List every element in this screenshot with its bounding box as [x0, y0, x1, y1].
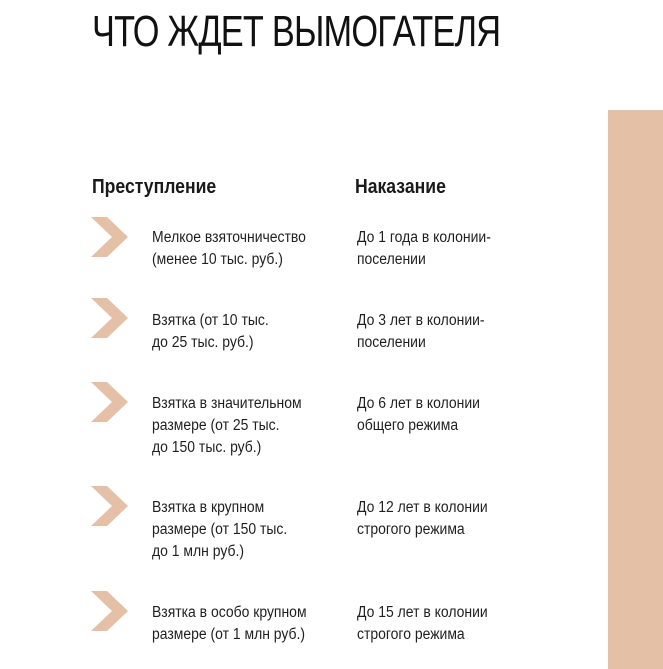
punishment-cell [357, 227, 491, 271]
crime-cell [152, 227, 306, 271]
punishment-line: поселении [357, 251, 426, 268]
crime-line: (менее 10 тыс. руб.) [152, 251, 283, 268]
punishment-line: До 12 лет в колонии [357, 499, 488, 516]
crime-cell [152, 393, 302, 459]
crime-line: Взятка в значительном [152, 395, 302, 412]
punishment-line: общего режима [357, 417, 459, 434]
punishment-cell [357, 497, 488, 541]
crime-cell [152, 602, 307, 646]
chevron-right-icon [91, 486, 128, 526]
crime-line: размере (от 1 млн руб.) [152, 626, 306, 643]
page-title: ЧТО ЖДЕТ ВЫМОГАТЕЛЯ [92, 7, 501, 56]
punishment-line: До 6 лет в колонии [357, 395, 480, 412]
column-header-crime: Преступление [92, 176, 217, 198]
punishment-cell [357, 310, 485, 354]
chevron-right-icon [91, 217, 128, 257]
crime-cell [152, 497, 287, 563]
column-header-punishment: Наказание [355, 176, 446, 198]
punishment-cell [357, 602, 488, 646]
crime-line: Мелкое взяточничество [152, 229, 306, 246]
chevron-right-icon [91, 298, 128, 338]
punishment-line: поселении [357, 334, 426, 351]
crime-line: размере (от 25 тыс. [152, 417, 280, 434]
punishment-line: строгого режима [357, 626, 465, 643]
chevron-right-icon [91, 382, 128, 422]
crime-line: размере (от 150 тыс. [152, 521, 288, 538]
punishment-cell [357, 393, 480, 437]
decorative-side-band [608, 110, 663, 669]
punishment-line: строгого режима [357, 521, 465, 538]
crime-line: Взятка в крупном [152, 499, 265, 516]
crime-cell [152, 310, 269, 354]
crime-line: Взятка в особо крупном [152, 604, 307, 621]
punishment-line: До 3 лет в колонии- [357, 312, 485, 329]
crime-line: до 25 тыс. руб.) [152, 334, 254, 351]
punishment-line: До 1 года в колонии- [357, 229, 491, 246]
crime-line: до 1 млн руб.) [152, 543, 244, 560]
chevron-right-icon [91, 591, 128, 631]
crime-line: Взятка (от 10 тыс. [152, 312, 269, 329]
punishment-line: До 15 лет в колонии [357, 604, 488, 621]
crime-line: до 150 тыс. руб.) [152, 439, 262, 456]
